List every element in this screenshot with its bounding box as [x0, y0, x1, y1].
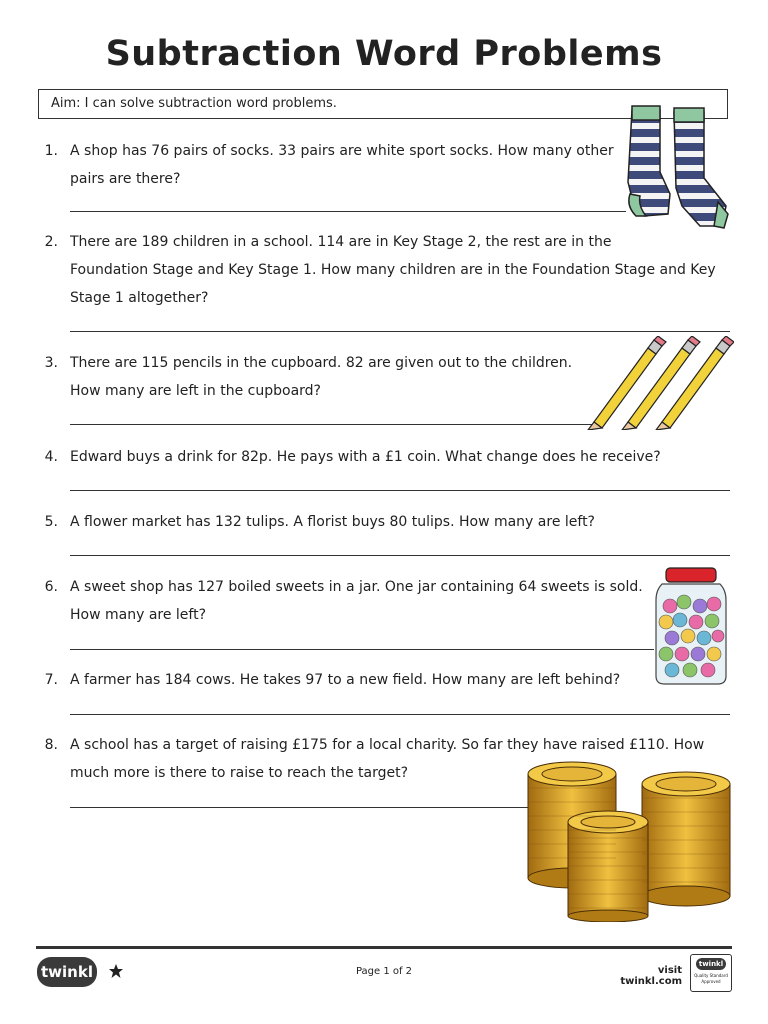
question-number: 7. — [44, 672, 58, 688]
question-text: How many are left in the cupboard? — [70, 383, 321, 399]
question-text: Stage 1 altogether? — [70, 290, 209, 306]
answer-line[interactable] — [70, 714, 730, 715]
question-text: A flower market has 132 tulips. A florist buys 80 tulips. How many are left? — [70, 514, 595, 530]
answer-line[interactable] — [70, 807, 528, 808]
question-number: 4. — [44, 449, 58, 465]
question-number: 2. — [44, 234, 58, 250]
aim-text: Aim: I can solve subtraction word problems. — [51, 96, 337, 111]
footer-rule — [36, 946, 732, 949]
question-text: There are 189 children in a school. 114 are in Key Stage 2, the rest are in the — [70, 234, 612, 250]
page-number: Page 1 of 2 — [355, 966, 413, 977]
question-number: 8. — [44, 737, 58, 753]
visit-link[interactable]: visit twinkl.com — [620, 965, 682, 987]
badge-title: twinkl — [696, 958, 726, 970]
answer-line[interactable] — [70, 331, 730, 332]
question-number: 5. — [44, 514, 58, 530]
answer-line[interactable] — [70, 649, 654, 650]
question-text: A farmer has 184 cows. He takes 97 to a new field. How many are left behind? — [70, 672, 621, 688]
pencils-image — [586, 336, 734, 430]
question-text: Foundation Stage and Key Stage 1. How many children are in the Foundation Stage and Key — [70, 262, 716, 278]
answer-line[interactable] — [70, 490, 730, 491]
question-text: A school has a target of raising £175 for a local charity. So far they have raised £110. How — [70, 737, 705, 753]
badge-caption: Approved — [701, 979, 721, 984]
question-number: 3. — [44, 355, 58, 371]
coins-image — [524, 758, 736, 922]
twinkl-logo-text: twinkl — [41, 963, 93, 981]
question-text: Edward buys a drink for 82p. He pays with a £1 coin. What change does he receive? — [70, 449, 661, 465]
question-number: 1. — [44, 143, 58, 159]
question-text: much more is there to raise to reach the target? — [70, 765, 409, 781]
socks-image — [622, 102, 734, 230]
star-icon — [108, 963, 124, 979]
twinkl-logo[interactable] — [37, 957, 97, 987]
question-text: pairs are there? — [70, 171, 181, 187]
question-text: How many are left? — [70, 607, 207, 623]
question-text: There are 115 pencils in the cupboard. 82 are given out to the children. — [70, 355, 573, 371]
sweet-jar-image — [652, 566, 730, 688]
answer-line[interactable] — [70, 424, 592, 425]
quality-badge — [690, 954, 732, 992]
page-title: Subtraction Word Problems — [105, 34, 663, 74]
question-number: 6. — [44, 579, 58, 595]
question-text: A sweet shop has 127 boiled sweets in a jar. One jar containing 64 sweets is sold. — [70, 579, 643, 595]
answer-line[interactable] — [70, 211, 626, 212]
badge-caption: Quality Standard — [694, 973, 728, 978]
question-text: A shop has 76 pairs of socks. 33 pairs are white sport socks. How many other — [70, 143, 614, 159]
answer-line[interactable] — [70, 555, 730, 556]
